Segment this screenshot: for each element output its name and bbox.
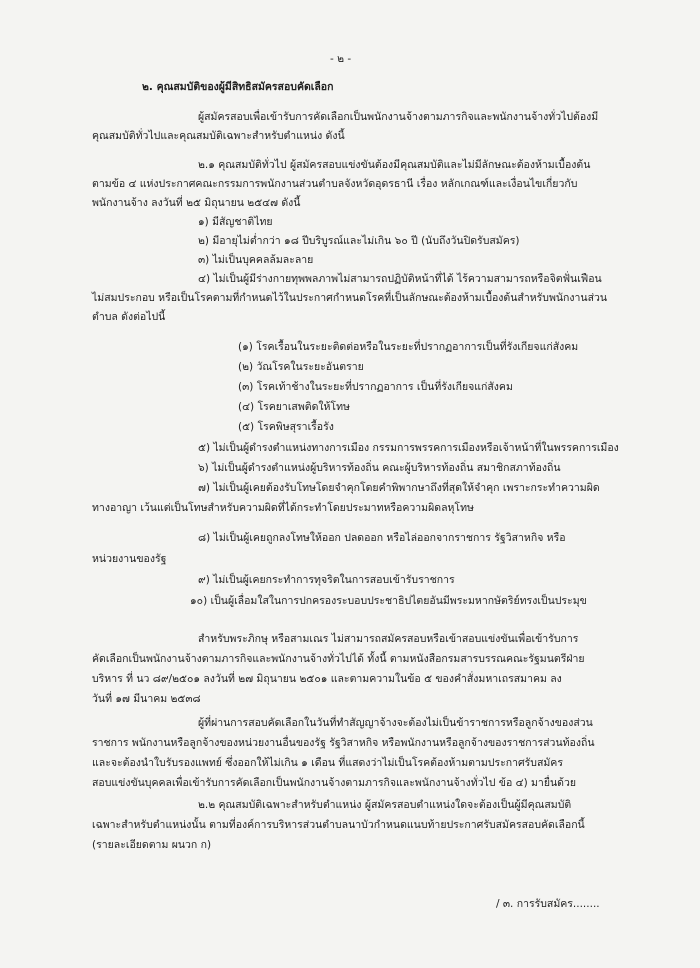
sub21-line-3: พนักงานจ้าง ลงวันที่ ๒๕ มิถุนายน ๒๕๔๗ ดังนี้ [92,197,301,209]
qual-item-10: ๑๐) เป็นผู้เลื่อมใสในการปกครองระบอบประชาธิปไตยอันมีพระมหากษัตริย์ทรงเป็นประมุข [190,595,587,607]
continuation-note: / ๓. การรับสมัคร........ [496,898,600,910]
intro-line-1: ผู้สมัครสอบเพื่อเข้ารับการคัดเลือกเป็นพนักงานจ้างตามภารกิจและพนักงานจ้างทั่วไปต้องมี [198,111,599,123]
qual-item-8-line-2: หน่วยงานของรัฐ [92,553,167,565]
qual-item-2: ๒) มีอายุไม่ต่ำกว่า ๑๘ ปีบริบูรณ์และไม่เกิน ๖๐ ปี (นับถึงวันปิดรับสมัคร) [198,235,520,247]
qual-item-4-line-2: ไม่สมประกอบ หรือเป็นโรคตามที่กำหนดไว้ในประกาศกำหนดโรคที่เป็นลักษณะต้องห้ามเบื้องต้นสำหรับพนักงานส่วน [92,292,608,304]
qual-item-6: ๖) ไม่เป็นผู้ดำรงตำแหน่งผู้บริหารท้องถิ่น คณะผู้บริหารท้องถิ่น สมาชิกสภาท้องถิ่น [198,462,561,474]
sub21-line-1: ๒.๑ คุณสมบัติทั่วไป ผู้สมัครสอบแข่งขันต้องมีคุณสมบัติและไม่มีลักษณะต้องห้ามเบื้องต้น [198,159,591,171]
qual-item-8-line-1: ๘) ไม่เป็นผู้เคยถูกลงโทษให้ออก ปลดออก หรือไล่ออกจากราชการ รัฐวิสาหกิจ หรือ [198,532,566,544]
monk-paragraph-line-3: บริหาร ที่ นว ๘๙/๒๕๐๑ ลงวันที่ ๒๗ มิถุนายน ๒๕๐๑ และตามความในข้อ ๕ ของคำสั่งมหาเถรสมาคม ลง [92,673,562,685]
section-heading: ๒. คุณสมบัติของผู้มีสิทธิสมัครสอบคัดเลือก [142,81,334,93]
contract-paragraph-line-2: ราชการ พนักงานหรือลูกจ้างของหน่วยงานอื่นของรัฐ รัฐวิสาหกิจ หรือพนักงานหรือลูกจ้างของราชการส่วนท้องถิ่น [92,737,595,749]
qual-item-7-line-1: ๗) ไม่เป็นผู้เคยต้องรับโทษโดยจำคุกโดยคำพิพากษาถึงที่สุดให้จำคุก เพราะกระทำความผิด [198,482,600,494]
monk-paragraph-line-4: วันที่ ๑๗ มีนาคม ๒๕๓๘ [92,693,201,705]
contract-paragraph-line-4: สอบแข่งขันบุคคลเพื่อเข้ารับการคัดเลือกเป็นพนักงานจ้างตามภารกิจและพนักงานจ้างทั่วไป ข้อ ๔) มายื่นด้วย [92,777,577,789]
monk-paragraph-line-2: คัดเลือกเป็นพนักงานจ้างตามภารกิจและพนักงานจ้างทั่วไปได้ ทั้งนี้ ตามหนังสือกรมสารบรรณคณะรัฐมนตรีฝ่าย [92,653,585,665]
qual-item-4-line-1: ๔) ไม่เป็นผู้มีร่างกายทุพพลภาพไม่สามารถปฏิบัติหน้าที่ได้ ไร้ความสามารถหรือจิตฟั่นเฟือน [198,273,602,285]
sub22-line-2: เฉพาะสำหรับตำแหน่งนั้น ตามที่องค์การบริหารส่วนตำบลนาบัวกำหนดแนบท้ายประกาศรับสมัครสอบคัดเลือกนี้ [92,819,585,831]
monk-paragraph-line-1: สำหรับพระภิกษุ หรือสามเณร ไม่สามารถสมัครสอบหรือเข้าสอบแข่งขันเพื่อเข้ารับการ [198,633,579,645]
sub22-line-3: (รายละเอียดตาม ผนวก ก) [92,839,212,851]
sub22-line-1: ๒.๒ คุณสมบัติเฉพาะสำหรับตำแหน่ง ผู้สมัครสอบตำแหน่งใดจะต้องเป็นผู้มีคุณสมบัติ [198,799,572,811]
qual-item-1: ๑) มีสัญชาติไทย [198,216,273,228]
intro-line-2: คุณสมบัติทั่วไปและคุณสมบัติเฉพาะสำหรับตำแหน่ง ดังนี้ [92,130,345,142]
disease-item-5: (๕) โรคพิษสุราเรื้อรัง [238,421,334,433]
disease-item-4: (๔) โรคยาเสพติดให้โทษ [238,401,350,413]
qual-item-3: ๓) ไม่เป็นบุคคลล้มละลาย [198,254,314,266]
disease-item-1: (๑) โรคเรื้อนในระยะติดต่อหรือในระยะที่ปรากฏอาการเป็นที่รังเกียจแก่สังคม [238,341,579,353]
qual-item-4-line-3: ตำบล ดังต่อไปนี้ [92,311,166,323]
qual-item-5: ๕) ไม่เป็นผู้ดำรงตำแหน่งทางการเมือง กรรมการพรรคการเมืองหรือเจ้าหน้าที่ในพรรคการเมือง [198,442,619,454]
contract-paragraph-line-1: ผู้ที่ผ่านการสอบคัดเลือกในวันที่ทำสัญญาจ้างจะต้องไม่เป็นข้าราชการหรือลูกจ้างของส่วน [198,717,593,729]
qual-item-9: ๙) ไม่เป็นผู้เคยกระทำการทุจริตในการสอบเข้ารับราชการ [198,574,455,586]
contract-paragraph-line-3: และจะต้องนำใบรับรองแพทย์ ซึ่งออกให้ไม่เกิน ๑ เดือน ที่แสดงว่าไม่เป็นโรคต้องห้ามตามประกาศรับสมัคร [92,757,563,769]
qual-item-7-line-2: ทางอาญา เว้นแต่เป็นโทษสำหรับความผิดที่ได้กระทำโดยประมาทหรือความผิดลหุโทษ [92,502,474,514]
sub21-line-2: ตามข้อ ๔ แห่งประกาศคณะกรรมการพนักงานส่วนตำบลจังหวัดอุดรธานี เรื่อง หลักเกณฑ์และเงื่อนไขเกี่ยวกับ [92,178,578,190]
disease-item-2: (๒) วัณโรคในระยะอันตราย [238,361,364,373]
disease-item-3: (๓) โรคเท้าช้างในระยะที่ปรากฏอาการ เป็นที่รังเกียจแก่สังคม [238,381,513,393]
page-number: - ๒ - [330,53,352,65]
